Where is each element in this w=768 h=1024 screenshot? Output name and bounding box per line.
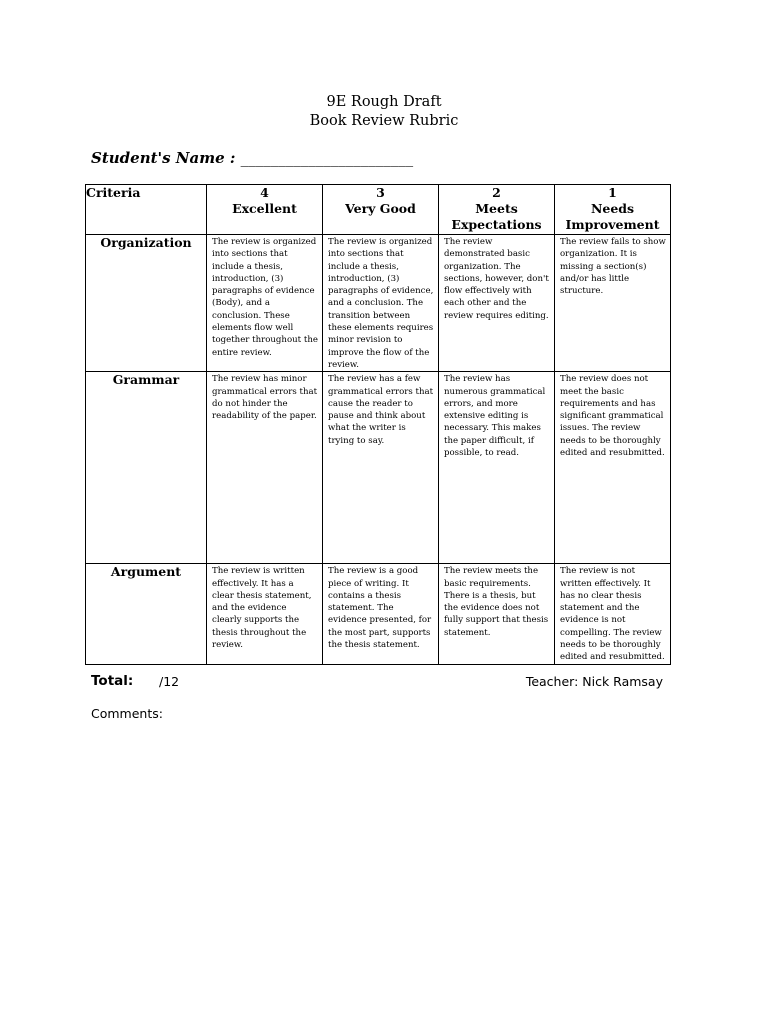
level-score: 1 xyxy=(608,185,617,200)
rubric-cell xyxy=(555,235,671,372)
comments-label: Comments: xyxy=(91,706,163,721)
rubric-cell xyxy=(207,564,323,664)
level-label: Excellent xyxy=(232,201,297,216)
level-score: 3 xyxy=(376,185,385,200)
cell-text: The review is not written effectively. It has no clear thesis statement and the evidence is not compelling. The review needs to be thoroughly edited and resubmitted. xyxy=(560,566,665,663)
rubric-table xyxy=(85,184,671,665)
rubric-row-argument xyxy=(86,564,671,664)
criterion-name: Organization xyxy=(86,235,207,372)
level-header-2 xyxy=(439,185,555,235)
cell-text: The review does not meet the basic requirements and has significant grammatical issues. The review needs to be thoroughly edited and resubmitted. xyxy=(560,374,665,459)
level-label: Very Good xyxy=(345,201,416,216)
cell-text: The review has a few grammatical errors that cause the reader to pause and think about what the writer is trying to say. xyxy=(328,374,434,446)
student-name-label: Student's Name : xyxy=(91,149,236,167)
level-header-3 xyxy=(323,185,439,235)
total-label: Total: xyxy=(91,673,134,689)
cell-text: The review is organized into sections that include a thesis, introduction, (3) paragraphs of evidence (Body), and a conclusion. These elements flow well together throughout the entire review. xyxy=(212,237,318,358)
rubric-cell xyxy=(555,564,671,664)
cell-text: The review is a good piece of writing. It contains a thesis statement. The evidence presented, for the most part, supports the thesis statement. xyxy=(328,566,432,651)
level-score: 4 xyxy=(260,185,269,200)
cell-text: The review meets the basic requirements. There is a thesis, but the evidence does not fully support that thesis statement. xyxy=(444,566,549,638)
rubric-header-row xyxy=(86,185,671,235)
student-name-blank[interactable]: _______________________ xyxy=(240,149,414,167)
student-name-row xyxy=(91,149,413,167)
rubric-row-organization xyxy=(86,235,671,372)
level-header-1 xyxy=(555,185,671,235)
rubric-cell xyxy=(323,235,439,372)
cell-text: The review demonstrated basic organization. The sections, however, don't flow effectively with each other and the review requires editing. xyxy=(444,237,549,321)
rubric-cell xyxy=(323,564,439,664)
rubric-cell xyxy=(207,372,323,564)
rubric-cell xyxy=(439,564,555,664)
criterion-name: Argument xyxy=(86,564,207,664)
level-header-4 xyxy=(207,185,323,235)
cell-text: The review fails to show organization. It is missing a section(s) and/or has little structure. xyxy=(560,237,666,297)
cell-text: The review is written effectively. It has a clear thesis statement, and the evidence clearly supports the thesis throughout the review. xyxy=(212,566,312,651)
level-score: 2 xyxy=(492,185,501,200)
rubric-cell xyxy=(207,235,323,372)
document-subtitle: Book Review Rubric xyxy=(309,113,459,129)
rubric-cell xyxy=(439,235,555,372)
criteria-header: Criteria xyxy=(86,185,207,235)
rubric-cell xyxy=(439,372,555,564)
total-score-field[interactable]: /12 xyxy=(159,674,180,689)
criterion-name: Grammar xyxy=(86,372,207,564)
cell-text: The review is organized into sections that include a thesis, introduction, (3) paragraphs of evidence, and a conclusion. The transition between these elements requires minor revision to improve the flow of the review. xyxy=(328,237,434,370)
level-label: Meets Expectations xyxy=(451,201,542,232)
cell-text: The review has minor grammatical errors that do not hinder the readability of the paper. xyxy=(212,374,318,422)
level-label: Needs Improvement xyxy=(565,201,660,232)
cell-text: The review has numerous grammatical errors, and more extensive editing is necessary. This makes the paper difficult, if possible, to read. xyxy=(444,374,546,459)
rubric-cell xyxy=(555,372,671,564)
rubric-row-grammar xyxy=(86,372,671,564)
document-title: 9E Rough Draft xyxy=(326,94,442,110)
teacher-name: Teacher: Nick Ramsay xyxy=(525,674,663,689)
rubric-cell xyxy=(323,372,439,564)
